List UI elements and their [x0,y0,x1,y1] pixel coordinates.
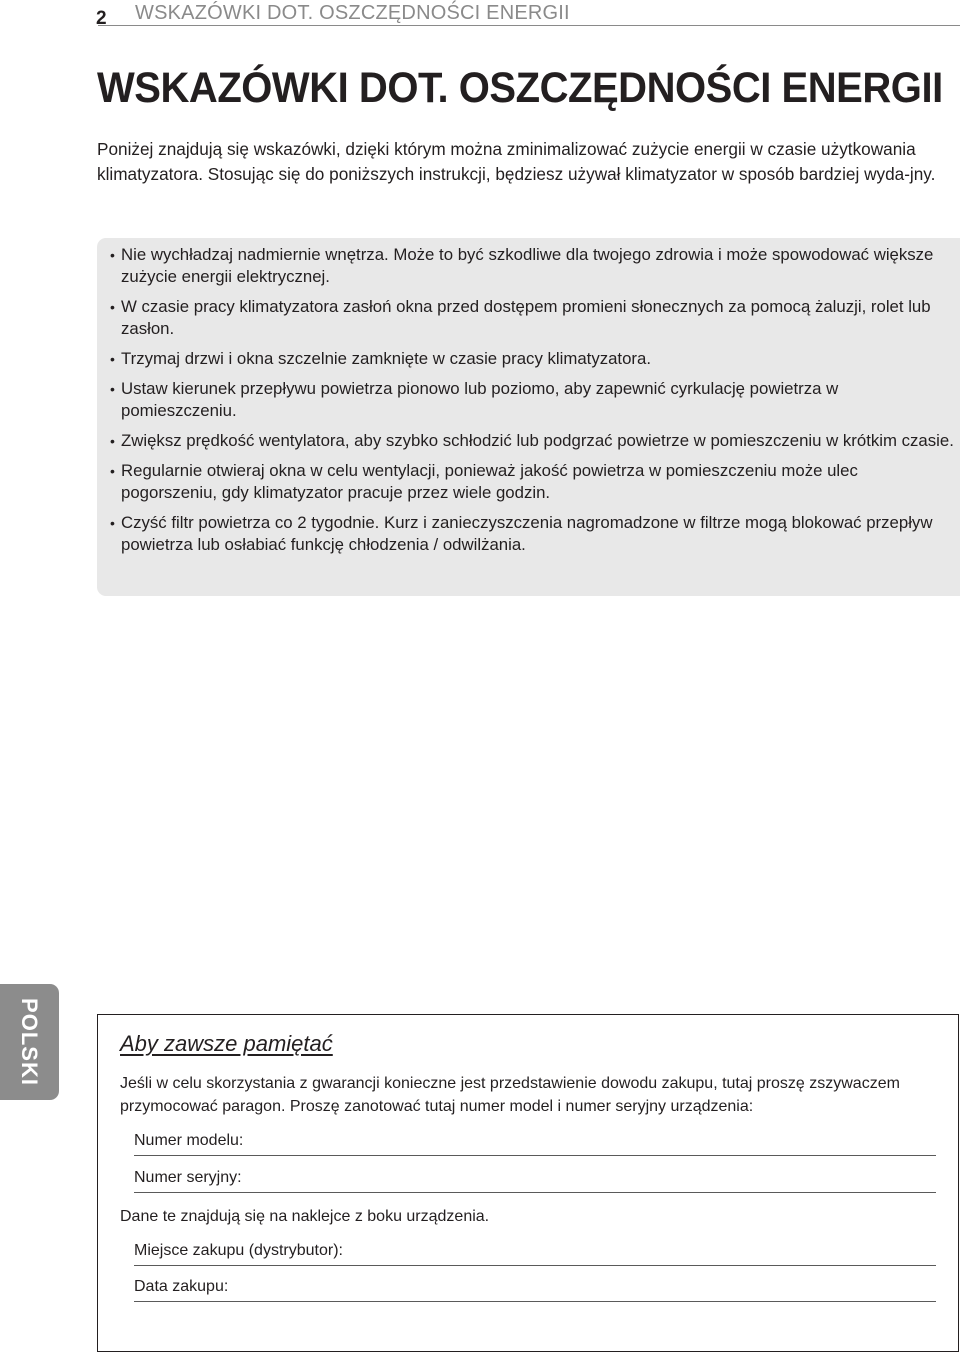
tip-item [110,244,956,288]
tip-text: W czasie pracy klimatyzatora zasłoń okna przed dostępem promieni słonecznych za pomocą żaluzji, rolet lub zasłon. [121,297,931,338]
tip-text: Czyść filtr powietrza co 2 tygodnie. Kurz i zanieczyszczenia nagromadzone w filtrze mogą blokować przepływ powietrza lub osłabiać funkcję chłodzenia / odwilżania. [121,513,933,554]
remember-box [97,1014,959,1352]
tip-item [110,378,956,422]
tip-item [110,460,956,504]
running-title: WSKAZÓWKI DOT. OSZCZĘDNOŚCI ENERGII [135,2,570,24]
intro-paragraph: Poniżej znajdują się wskazówki, dzięki którym można zminimalizować zużycie energii w czasie użytkowania klimatyzatora. Stosując się do poniższych instrukcji, będziesz używał klimatyzator w sposób bardziej wyda-jny. [97,139,936,184]
bullet-icon: • [110,463,115,479]
purchase-date-field[interactable] [134,1277,936,1302]
tip-text: Ustaw kierunek przepływu powietrza pionowo lub poziomo, aby zapewnić cyrkulację powietrza w pomieszczeniu. [121,379,839,420]
sticker-note: Dane te znajdują się na naklejce z boku urządzenia. [120,1208,490,1225]
remember-title: Aby zawsze pamiętać [120,1031,333,1056]
page-number: 2 [96,8,107,29]
page-title: WSKAZÓWKI DOT. OSZCZĘDNOŚCI ENERGII [97,64,943,112]
tips-list [110,244,956,556]
tip-item [110,512,956,556]
running-header [96,0,960,29]
serial-number-field[interactable] [134,1168,936,1193]
bullet-icon: • [110,515,115,531]
serial-number-label: Numer seryjny: [134,1169,242,1186]
tip-text: Trzymaj drzwi i okna szczelnie zamknięte w czasie pracy klimatyzatora. [121,349,652,368]
bullet-icon: • [110,433,115,449]
tip-text: Zwiększ prędkość wentylatora, aby szybko schłodzić lub podgrzać powietrze w pomieszczeniu w krótkim czasie. [121,431,954,450]
dealer-field[interactable] [134,1241,936,1266]
tip-text: Nie wychładzaj nadmiernie wnętrza. Może to być szkodliwe dla twojego zdrowia i może spowodować większe zużycie energii elektrycznej. [121,245,934,286]
remember-text: Jeśli w celu skorzystania z gwarancji konieczne jest przedstawienie dowodu zakupu, tutaj proszę zszywaczem przymocować paragon. Proszę zanotować tutaj numer model i numer seryjny urządzenia: [120,1075,900,1115]
bullet-icon: • [110,351,115,367]
language-tab-label: POLSKI [17,998,42,1086]
tips-box [97,238,960,596]
model-number-label: Numer modelu: [134,1132,244,1149]
model-number-field[interactable] [134,1131,936,1156]
tip-text: Regularnie otwieraj okna w celu wentylacji, ponieważ jakość powietrza w pomieszczeniu może ulec pogorszeniu, gdy klimatyzator pracuje przez wiele godzin. [121,461,858,502]
purchase-date-label: Data zakupu: [134,1278,229,1295]
tip-item [110,296,956,340]
bullet-icon: • [110,247,115,263]
tip-item [110,430,956,452]
bullet-icon: • [110,381,115,397]
dealer-label: Miejsce zakupu (dystrybutor): [134,1242,343,1259]
bullet-icon: • [110,299,115,315]
language-tab [0,984,59,1100]
tip-item [110,348,956,370]
